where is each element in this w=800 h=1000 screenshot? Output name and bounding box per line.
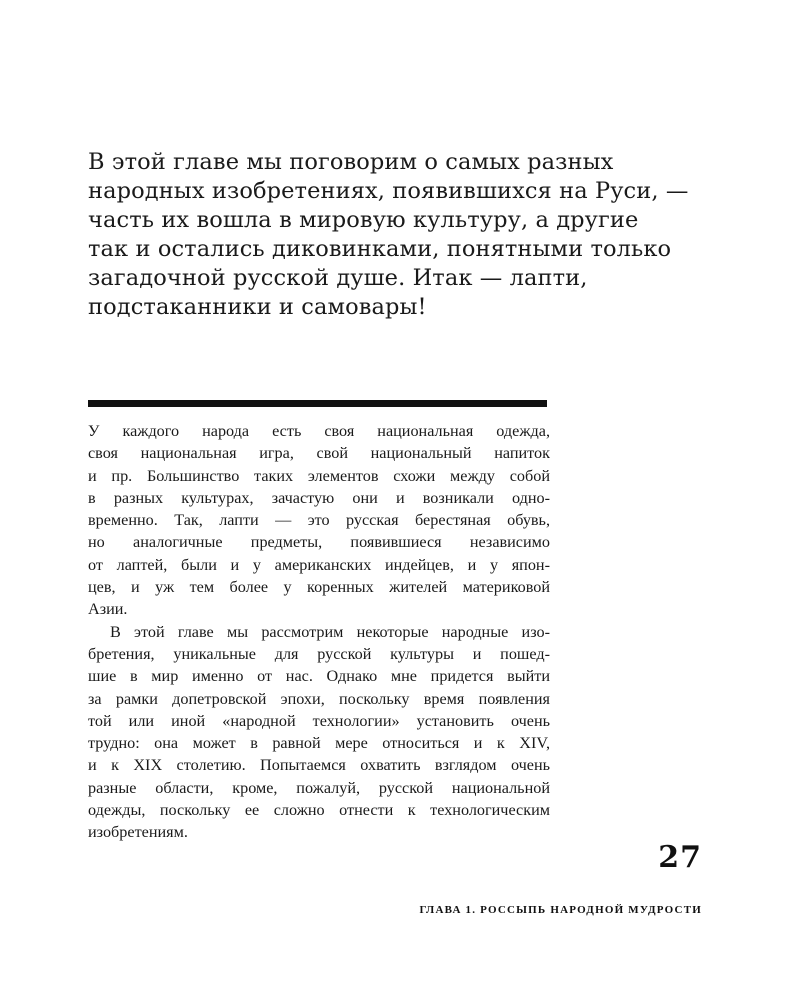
lead-line: часть их вошла в мировую культуру, а другие bbox=[88, 207, 639, 233]
body-line: шие в мир именно от нас. Однако мне придется выйти bbox=[88, 667, 550, 686]
chapter-lead-paragraph bbox=[88, 148, 688, 322]
lead-line: народных изобретениях, появившихся на Руси, — bbox=[88, 178, 689, 204]
body-line: В этой главе мы рассмотрим некоторые народные изо- bbox=[110, 622, 550, 641]
lead-line: В этой главе мы поговорим о самых разных bbox=[88, 149, 614, 175]
body-line: цев, и уж тем более у коренных жителей материковой bbox=[88, 578, 550, 597]
body-line: У каждого народа есть своя национальная одежда, bbox=[88, 422, 550, 440]
running-footer-chapter-title: ГЛАВА 1. РОССЫПЬ НАРОДНОЙ МУДРОСТИ bbox=[419, 904, 702, 916]
body-line: но аналогичные предметы, появившиеся независимо bbox=[88, 533, 550, 552]
lead-line: загадочной русской душе. Итак — лапти, bbox=[88, 265, 588, 291]
body-line: временно. Так, лапти — это русская берестяная обувь, bbox=[88, 511, 550, 530]
lead-line: подстаканники и самовары! bbox=[88, 294, 427, 320]
section-divider-rule bbox=[88, 400, 547, 407]
body-line: и к XIX столетию. Попытаемся охватить взглядом очень bbox=[88, 756, 550, 775]
page-number: 27 bbox=[658, 840, 702, 875]
body-line: той или иной «народной технологии» установить очень bbox=[88, 711, 550, 730]
body-line: бретения, уникальные для русской культуры и пошед- bbox=[88, 644, 550, 663]
body-line: в разных культурах, зачастую они и возникали одно- bbox=[88, 488, 550, 507]
body-paragraph-1 bbox=[88, 420, 550, 621]
body-line: Азии. bbox=[88, 600, 128, 619]
body-line: изобретениям. bbox=[88, 823, 188, 842]
body-line: за рамки допетровской эпохи, поскольку время появления bbox=[88, 689, 550, 708]
body-line: от лаптей, были и у американских индейцев, и у япон- bbox=[88, 555, 550, 574]
lead-line: так и остались диковинками, понятными только bbox=[88, 236, 672, 262]
body-line: своя национальная игра, свой национальный напиток bbox=[88, 444, 550, 463]
body-line: трудно: она может в равной мере относиться и к XIV, bbox=[88, 734, 550, 753]
body-text bbox=[88, 420, 550, 844]
body-line: одежды, поскольку ее сложно отнести к технологическим bbox=[88, 801, 550, 820]
body-paragraph-2 bbox=[88, 621, 550, 844]
body-line: разные области, кроме, пожалуй, русской национальной bbox=[88, 778, 550, 797]
body-line: и пр. Большинство таких элементов схожи между собой bbox=[88, 466, 550, 485]
